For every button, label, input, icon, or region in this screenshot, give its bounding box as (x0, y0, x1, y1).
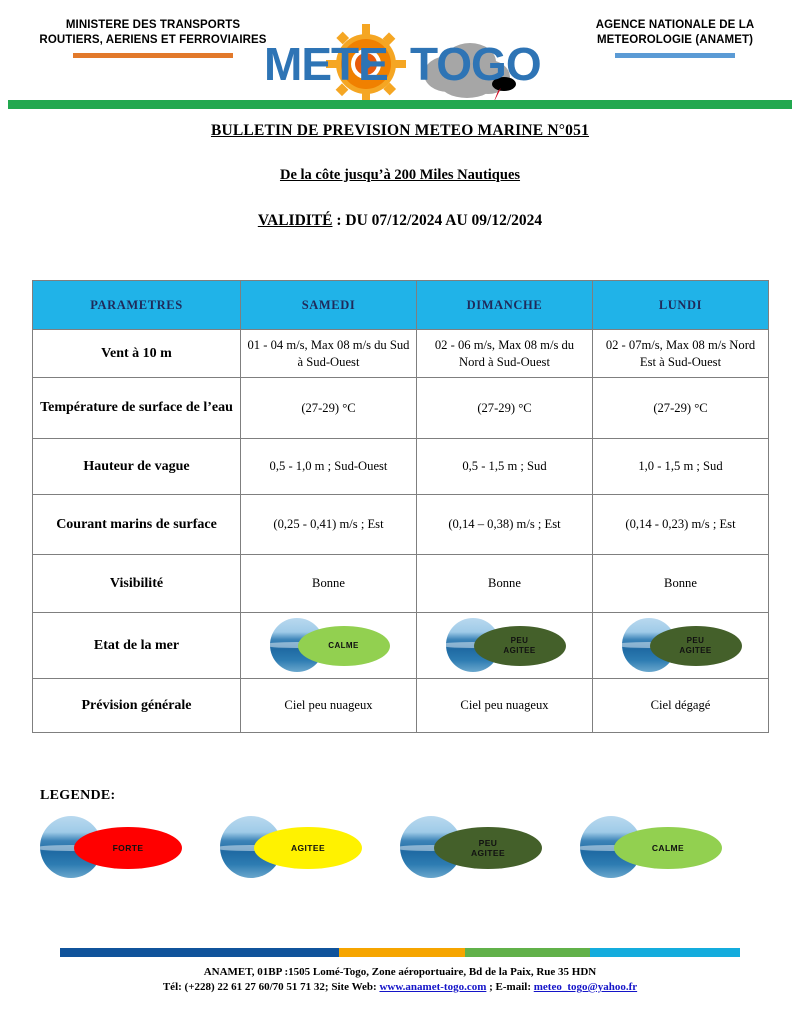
row-label-vent: Vent à 10 m (33, 330, 241, 378)
ministry-block (28, 18, 278, 58)
cell-prevision-samedi: Ciel peu nuageux (241, 679, 417, 733)
ministry-line-2: ROUTIERS, AERIENS ET FERROVIAIRES (39, 34, 267, 46)
row-label-prevision: Prévision générale (33, 679, 241, 733)
cell-temperature-samedi: (27-29) °C (241, 378, 417, 439)
cell-etat-mer-lundi (593, 613, 769, 679)
footer-bar-segment-blue (60, 948, 339, 957)
footer-email-label: ; E-mail: (486, 981, 534, 993)
masthead (0, 0, 800, 96)
footer (0, 948, 800, 995)
table-row (33, 555, 769, 613)
column-header-parametres: PARAMETRES (33, 281, 241, 330)
column-header-samedi: SAMEDI (241, 281, 417, 330)
footer-contact-line (0, 980, 800, 995)
table-row (33, 378, 769, 439)
sea-state-pill: PEU AGITEE (474, 626, 566, 666)
table-row (33, 439, 769, 495)
sea-state-badge (220, 816, 370, 878)
table-row (33, 495, 769, 555)
cell-vague-dimanche: 0,5 - 1,5 m ; Sud (417, 439, 593, 495)
ministry-line-1: MINISTERE DES TRANSPORTS (65, 19, 241, 31)
green-divider-bar (8, 100, 792, 109)
legend-section (40, 788, 760, 878)
footer-color-bar (60, 948, 740, 957)
sea-state-badge (400, 816, 550, 878)
legend-pill-label: AGITEE (254, 827, 362, 869)
cell-visibilite-samedi: Bonne (241, 555, 417, 613)
legend-row (40, 816, 760, 878)
forecast-table-container (32, 280, 768, 733)
sea-state-badge (616, 618, 746, 674)
row-label-temperature: Température de surface de l’eau (33, 378, 241, 439)
agency-underline-rule (615, 53, 735, 58)
cell-vent-lundi: 02 - 07m/s, Max 08 m/s Nord Est à Sud-Ouest (593, 330, 769, 378)
agency-block (560, 18, 790, 58)
legend-pill-label: PEU AGITEE (434, 827, 542, 869)
table-header-row (33, 281, 769, 330)
sea-state-pill: PEU AGITEE (650, 626, 742, 666)
cell-courant-dimanche: (0,14 – 0,38) m/s ; Est (417, 495, 593, 555)
column-header-dimanche: DIMANCHE (417, 281, 593, 330)
legend-item-calme (580, 816, 760, 878)
page-title: BULLETIN DE PREVISION METEO MARINE N°051 (210, 122, 590, 139)
legend-item-agitee (220, 816, 400, 878)
row-label-hauteur-vague: Hauteur de vague (33, 439, 241, 495)
title-block (0, 122, 800, 230)
cell-visibilite-lundi: Bonne (593, 555, 769, 613)
footer-address-line: ANAMET, 01BP :1505 Lomé-Togo, Zone aéroportuaire, Bd de la Paix, Rue 35 HDN (203, 966, 597, 978)
legend-pill-label: CALME (614, 827, 722, 869)
footer-tel-text: Tél: (+228) 22 61 27 60/70 51 71 32; Site Web: (162, 981, 380, 993)
cell-etat-mer-samedi (241, 613, 417, 679)
agency-line-2: METEOROLOGIE (ANAMET) (596, 34, 754, 46)
cell-courant-samedi: (0,25 - 0,41) m/s ; Est (241, 495, 417, 555)
logo-word-togo: TOGO (410, 38, 541, 90)
cell-prevision-dimanche: Ciel peu nuageux (417, 679, 593, 733)
legend-item-forte (40, 816, 220, 878)
footer-bar-segment-green (465, 948, 591, 957)
ministry-underline-rule (73, 53, 233, 58)
cell-etat-mer-dimanche (417, 613, 593, 679)
sea-state-badge (264, 618, 394, 674)
legend-item-peu-agitee (400, 816, 580, 878)
cell-courant-lundi: (0,14 - 0,23) m/s ; Est (593, 495, 769, 555)
validity-line (0, 212, 800, 230)
email-link[interactable]: meteo_togo@yahoo.fr (533, 981, 638, 993)
sea-state-badge (580, 816, 730, 878)
cell-temperature-lundi: (27-29) °C (593, 378, 769, 439)
cell-vague-lundi: 1,0 - 1,5 m ; Sud (593, 439, 769, 495)
table-row (33, 613, 769, 679)
table-row (33, 330, 769, 378)
row-label-courant: Courant marins de surface (33, 495, 241, 555)
agency-line-1: AGENCE NATIONALE DE LA (595, 19, 755, 31)
sea-state-badge (40, 816, 190, 878)
validity-value: : DU 07/12/2024 AU 09/12/2024 (332, 212, 543, 229)
forecast-table (32, 280, 769, 733)
footer-bar-segment-orange (339, 948, 465, 957)
row-label-visibilite: Visibilité (33, 555, 241, 613)
sea-state-pill: CALME (298, 626, 390, 666)
legend-title: LEGENDE: (40, 788, 116, 803)
cell-vague-samedi: 0,5 - 1,0 m ; Sud-Ouest (241, 439, 417, 495)
logo-word-meteo: METE (264, 38, 388, 90)
cell-visibilite-dimanche: Bonne (417, 555, 593, 613)
meteo-togo-logo (262, 22, 562, 110)
cell-vent-samedi: 01 - 04 m/s, Max 08 m/s du Sud à Sud-Ouest (241, 330, 417, 378)
cell-prevision-lundi: Ciel dégagé (593, 679, 769, 733)
website-link[interactable]: www.anamet-togo.com (379, 981, 487, 993)
sea-state-badge (440, 618, 570, 674)
row-label-etat-mer: Etat de la mer (33, 613, 241, 679)
footer-address-block (0, 965, 800, 995)
legend-pill-label: FORTE (74, 827, 182, 869)
cell-temperature-dimanche: (27-29) °C (417, 378, 593, 439)
validity-label: VALIDITÉ (257, 212, 333, 229)
table-row (33, 679, 769, 733)
column-header-lundi: LUNDI (593, 281, 769, 330)
cell-vent-dimanche: 02 - 06 m/s, Max 08 m/s du Nord à Sud-Ouest (417, 330, 593, 378)
coverage-subtitle: De la côte jusqu’à 200 Miles Nautiques (279, 167, 521, 183)
footer-bar-segment-cyan (590, 948, 740, 957)
